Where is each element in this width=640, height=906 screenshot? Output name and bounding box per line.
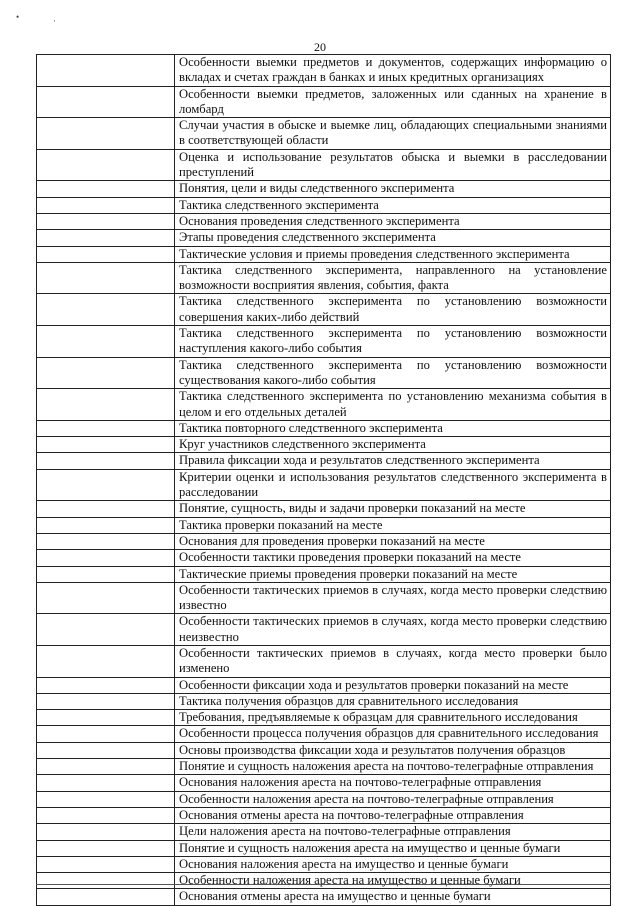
topic-cell: Требования, предъявляемые к образцам для сравнительного исследования: [175, 710, 611, 725]
table-row: [36, 214, 611, 230]
topic-cell: Особенности выемки предметов и документов, содержащих информацию о вкладах и счетах граждан в банках и иных кредитных организациях: [175, 55, 611, 86]
topic-cell: Тактика следственного эксперимента по установлению механизма события в целом и его отдельных деталей: [175, 389, 611, 420]
table-row: [36, 263, 611, 295]
table-row: [36, 583, 611, 615]
topic-cell: Цели наложения ареста на почтово-телеграфные отправления: [175, 824, 611, 839]
topic-cell: Случаи участия в обыске и выемке лиц, обладающих специальными знаниями в соответствующей области: [175, 118, 611, 149]
empty-cell: [36, 534, 175, 549]
topic-cell: Особенности тактических приемов в случаях, когда место проверки было изменено: [175, 646, 611, 677]
table-row: [36, 694, 611, 710]
empty-cell: [36, 358, 175, 389]
table-row: [36, 453, 611, 469]
empty-cell: [36, 87, 175, 118]
table-row: [36, 247, 611, 263]
empty-cell: [36, 759, 175, 774]
table-row: [36, 55, 611, 87]
topic-cell: Особенности фиксации хода и результатов проверки показаний на месте: [175, 678, 611, 693]
empty-cell: [36, 583, 175, 614]
table-row: [36, 678, 611, 694]
empty-cell: [36, 792, 175, 807]
empty-cell: [36, 453, 175, 468]
topic-cell: Тактика следственного эксперимента, направленного на установление возможности восприятия явления, события, факта: [175, 263, 611, 294]
table-row: [36, 421, 611, 437]
empty-cell: [36, 857, 175, 872]
table-row: [36, 857, 611, 873]
table-row: [36, 873, 611, 889]
topics-table: [36, 54, 611, 906]
topic-cell: Критерии оценки и использования результатов следственного эксперимента в расследовании: [175, 470, 611, 501]
empty-cell: [36, 614, 175, 645]
topic-cell: Тактика проверки показаний на месте: [175, 518, 611, 533]
empty-cell: [36, 501, 175, 516]
empty-cell: [36, 421, 175, 436]
table-row: [36, 501, 611, 517]
topic-cell: Оценка и использование результатов обыска и выемки в расследовании преступлений: [175, 150, 611, 181]
topic-cell: Основания для проведения проверки показаний на месте: [175, 534, 611, 549]
table-row: [36, 230, 611, 246]
topic-cell: Понятие и сущность наложения ареста на имущество и ценные бумаги: [175, 841, 611, 856]
table-row: [36, 792, 611, 808]
topic-cell: Тактические приемы проведения проверки показаний на месте: [175, 567, 611, 582]
empty-cell: [36, 710, 175, 725]
empty-cell: [36, 550, 175, 565]
topic-cell: Тактические условия и приемы проведения следственного эксперимента: [175, 247, 611, 262]
empty-cell: [36, 470, 175, 501]
topic-cell: Особенности выемки предметов, заложенных или сданных на хранение в ломбард: [175, 87, 611, 118]
table-row: [36, 389, 611, 421]
empty-cell: [36, 889, 175, 904]
empty-cell: [36, 214, 175, 229]
topic-cell: Правила фиксации хода и результатов следственного эксперимента: [175, 453, 611, 468]
empty-cell: [36, 824, 175, 839]
table-row: [36, 198, 611, 214]
topic-cell: Особенности наложения ареста на почтово-телеграфные отправления: [175, 792, 611, 807]
scan-mark: •: [16, 12, 20, 22]
table-row: [36, 646, 611, 678]
empty-cell: [36, 198, 175, 213]
empty-cell: [36, 247, 175, 262]
topic-cell: Понятие, сущность, виды и задачи проверки показаний на месте: [175, 501, 611, 516]
table-row: [36, 358, 611, 390]
topic-cell: Особенности наложения ареста на имущество и ценные бумаги: [175, 873, 611, 888]
empty-cell: [36, 808, 175, 823]
topic-cell: Понятие и сущность наложения ареста на почтово-телеграфные отправления: [175, 759, 611, 774]
table-row: [36, 808, 611, 824]
empty-cell: [36, 181, 175, 196]
table-row: [36, 841, 611, 857]
topic-cell: Тактика следственного эксперимента по установлению возможности наступления какого-либо события: [175, 326, 611, 357]
empty-cell: [36, 726, 175, 741]
topic-cell: Основы производства фиксации хода и результатов получения образцов: [175, 743, 611, 758]
empty-cell: [36, 678, 175, 693]
table-row: [36, 614, 611, 646]
empty-cell: [36, 263, 175, 294]
empty-cell: [36, 437, 175, 452]
topic-cell: Понятия, цели и виды следственного эксперимента: [175, 181, 611, 196]
empty-cell: [36, 743, 175, 758]
table-row: [36, 759, 611, 775]
table-row: [36, 775, 611, 791]
empty-cell: [36, 294, 175, 325]
topic-cell: Основания наложения ареста на почтово-телеграфные отправления: [175, 775, 611, 790]
table-row: [36, 824, 611, 840]
empty-cell: [36, 230, 175, 245]
empty-cell: [36, 694, 175, 709]
empty-cell: [36, 567, 175, 582]
empty-cell: [36, 118, 175, 149]
empty-cell: [36, 389, 175, 420]
table-row: [36, 710, 611, 726]
table-row: [36, 518, 611, 534]
empty-cell: [36, 150, 175, 181]
table-row: [36, 294, 611, 326]
topic-cell: Особенности тактики проведения проверки показаний на месте: [175, 550, 611, 565]
table-row: [36, 150, 611, 182]
topic-cell: Тактика следственного эксперимента по установлению возможности существования какого-либо события: [175, 358, 611, 389]
topic-cell: Этапы проведения следственного эксперимента: [175, 230, 611, 245]
table-row: [36, 550, 611, 566]
empty-cell: [36, 326, 175, 357]
topic-cell: Круг участников следственного эксперимента: [175, 437, 611, 452]
table-row: [36, 889, 611, 905]
topic-cell: Тактика повторного следственного эксперимента: [175, 421, 611, 436]
table-row: [36, 567, 611, 583]
empty-cell: [36, 55, 175, 86]
topic-cell: Основания проведения следственного эксперимента: [175, 214, 611, 229]
topic-cell: Особенности тактических приемов в случаях, когда место проверки следствию неизвестно: [175, 614, 611, 645]
table-row: [36, 726, 611, 742]
empty-cell: [36, 841, 175, 856]
empty-cell: [36, 646, 175, 677]
table-row: [36, 181, 611, 197]
scan-mark: ·: [53, 16, 56, 26]
topic-cell: Особенности тактических приемов в случаях, когда место проверки следствию известно: [175, 583, 611, 614]
topic-cell: Тактика следственного эксперимента по установлению возможности совершения каких-либо действий: [175, 294, 611, 325]
empty-cell: [36, 775, 175, 790]
topic-cell: Особенности процесса получения образцов для сравнительного исследования: [175, 726, 611, 741]
table-row: [36, 118, 611, 150]
topic-cell: Основания наложения ареста на имущество и ценные бумаги: [175, 857, 611, 872]
page-number: 20: [314, 40, 326, 54]
table-row: [36, 87, 611, 119]
topic-cell: Основания отмены ареста на имущество и ценные бумаги: [175, 889, 611, 904]
table-row: [36, 326, 611, 358]
table-row: [36, 534, 611, 550]
empty-cell: [36, 518, 175, 533]
table-row: [36, 470, 611, 502]
topic-cell: Тактика получения образцов для сравнительного исследования: [175, 694, 611, 709]
topic-cell: Тактика следственного эксперимента: [175, 198, 611, 213]
topic-cell: Основания отмены ареста на почтово-телеграфные отправления: [175, 808, 611, 823]
page-bottom-rule: [36, 884, 611, 885]
table-row: [36, 437, 611, 453]
table-row: [36, 743, 611, 759]
empty-cell: [36, 873, 175, 888]
